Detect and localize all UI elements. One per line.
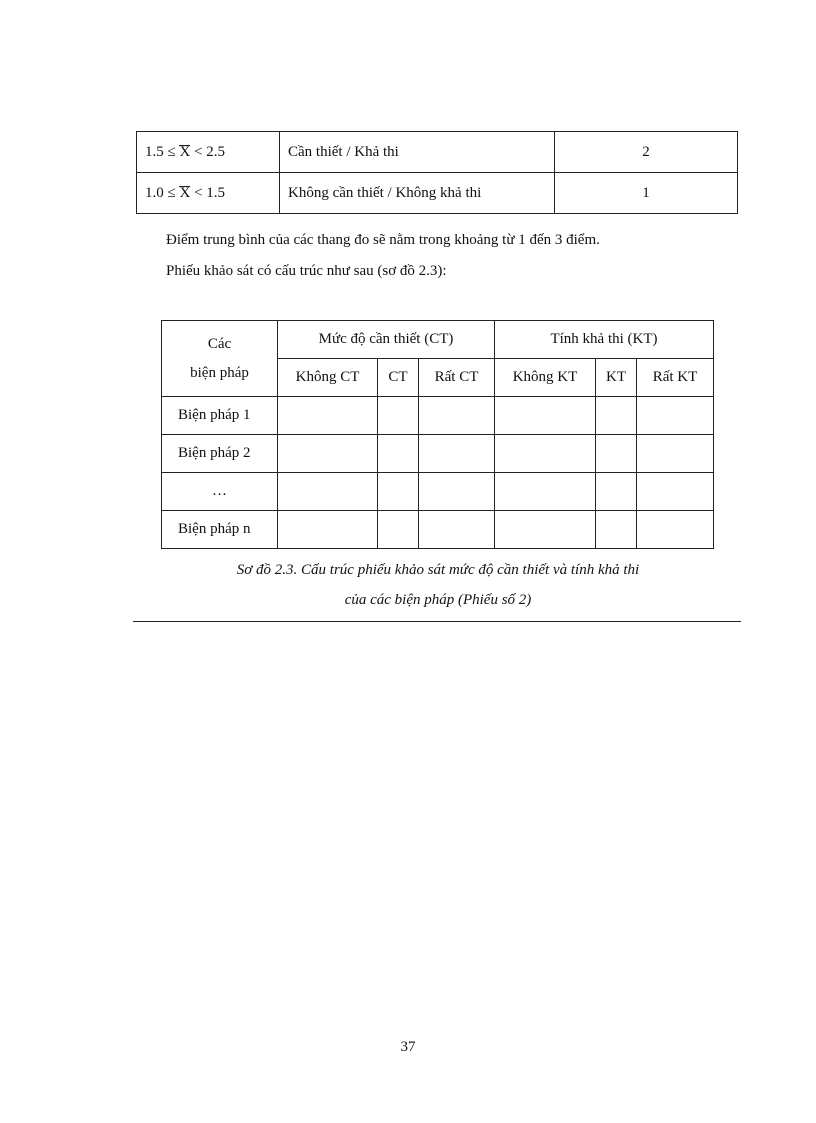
figure-caption-line1: Sơ đồ 2.3. Cấu trúc phiếu khảo sát mức độ cần thiết và tính khả thi: [236, 562, 640, 578]
range-cell: [137, 132, 280, 173]
mean-symbol: X: [179, 143, 191, 160]
range-suffix: < 1.5: [190, 184, 226, 201]
table-header-row: [162, 321, 714, 359]
measures-header-line2: biện pháp: [190, 364, 249, 381]
measure-label: Biện pháp 1: [162, 397, 278, 435]
empty-cell: [495, 397, 596, 435]
mean-symbol: X: [179, 184, 191, 201]
paragraph-mean-range: Điểm trung bình của các thang đo sẽ nằm trong khoảng từ 1 đến 3 điểm.: [166, 232, 600, 248]
subheader-cell: Rất CT: [419, 359, 495, 397]
measures-header-line1: Các: [207, 335, 232, 352]
empty-cell: [495, 511, 596, 549]
paragraph-survey-structure: Phiếu khảo sát có cấu trúc như sau (sơ đồ 2.3):: [166, 263, 447, 279]
empty-cell: [419, 473, 495, 511]
subheader-cell: CT: [378, 359, 419, 397]
horizontal-rule: [133, 621, 741, 622]
empty-cell: [378, 435, 419, 473]
survey-table: [161, 320, 714, 549]
table-row: [137, 132, 738, 173]
measure-label: Biện pháp 2: [162, 435, 278, 473]
table-row: [162, 435, 714, 473]
empty-cell: [637, 397, 714, 435]
range-suffix: < 2.5: [190, 143, 226, 160]
subheader-cell: KT: [596, 359, 637, 397]
subheader-cell: Không KT: [495, 359, 596, 397]
measures-header: [162, 321, 278, 397]
empty-cell: [378, 473, 419, 511]
range-cell: [137, 173, 280, 214]
measure-label: …: [162, 473, 278, 511]
feasibility-group-header: Tính khả thi (KT): [495, 321, 714, 359]
empty-cell: [495, 473, 596, 511]
empty-cell: [596, 473, 637, 511]
scale-table: [136, 131, 738, 214]
level-label: Cần thiết / Khả thi: [280, 132, 555, 173]
empty-cell: [637, 435, 714, 473]
empty-cell: [419, 511, 495, 549]
subheader-cell: Không CT: [278, 359, 378, 397]
empty-cell: [278, 397, 378, 435]
necessity-group-header: Mức độ cần thiết (CT): [278, 321, 495, 359]
empty-cell: [378, 511, 419, 549]
level-label: Không cần thiết / Không khả thi: [280, 173, 555, 214]
range-prefix: 1.5 ≤: [145, 143, 180, 160]
empty-cell: [637, 511, 714, 549]
empty-cell: [378, 397, 419, 435]
measure-label: Biện pháp n: [162, 511, 278, 549]
score-cell: 1: [555, 173, 738, 214]
empty-cell: [596, 511, 637, 549]
empty-cell: [278, 473, 378, 511]
page-number: 37: [400, 1039, 416, 1055]
table-row: [162, 397, 714, 435]
range-prefix: 1.0 ≤: [145, 184, 180, 201]
empty-cell: [278, 435, 378, 473]
table-row: [162, 511, 714, 549]
table-row: [162, 473, 714, 511]
empty-cell: [637, 473, 714, 511]
empty-cell: [495, 435, 596, 473]
empty-cell: [596, 397, 637, 435]
table-row: [137, 173, 738, 214]
empty-cell: [278, 511, 378, 549]
subheader-cell: Rất KT: [637, 359, 714, 397]
empty-cell: [419, 435, 495, 473]
figure-caption-line2: của các biện pháp (Phiếu số 2): [344, 592, 532, 608]
empty-cell: [419, 397, 495, 435]
empty-cell: [596, 435, 637, 473]
score-cell: 2: [555, 132, 738, 173]
